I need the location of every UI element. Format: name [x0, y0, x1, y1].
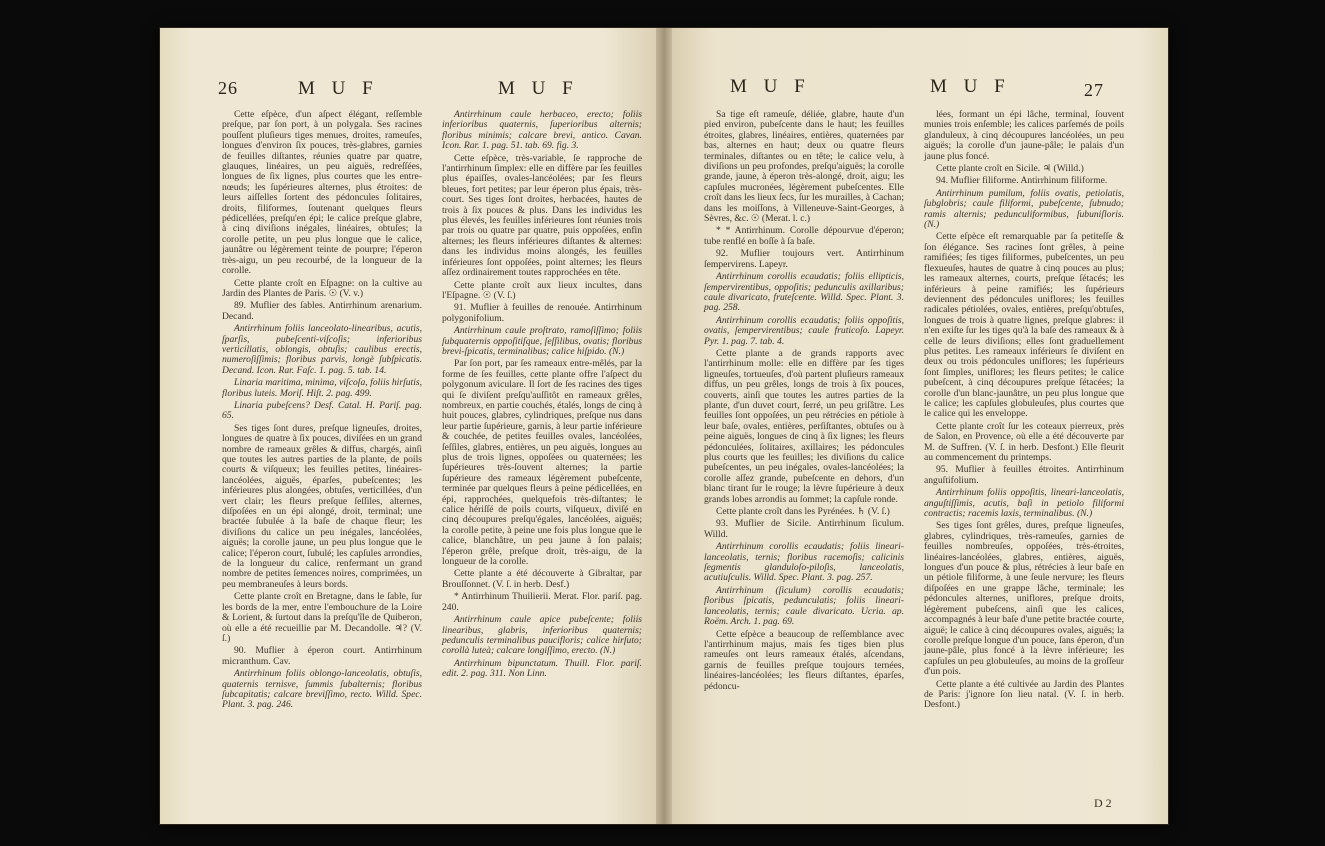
text-paragraph: Linaria maritima, minima, viſcoſa, foliis hirſutis, floribus luteis. Moriſ. Hiſt. 2. pag. 499. — [222, 377, 422, 399]
text-paragraph: Cette eſpèce a beaucoup de reſſemblance avec l'antirrhinum majus, mais ſes tiges bien plus rameuſes ont leurs rameaux étalés, aſcendans, garnis de feuilles preſque toujours ternées, linéaires-lancéolées; les fleurs diſtantes, éparſes, pédoncu- — [704, 628, 904, 692]
text-paragraph: Cette plante a été découverte à Gibraltar, par Brouſſonnet. (V. ſ. in herb. Desf.) — [442, 568, 642, 590]
text-paragraph: 89. Muflier des ſables. Antirrhinum arenarium. Decand. — [222, 300, 422, 322]
text-paragraph: Ses tiges ſont grêles, dures, preſque ligneuſes, glabres, cylindriques, très-rameuſes, garnies de feuilles nombreuſes, oppoſées, très-étroites, linéaires-lancéolées, glabres, entières, aiguës, longues d'un pouce & plus, rétrécies à leur baſe en un pétiole filiforme, à une ſeule nervure; les fleurs diſpoſées en une grappe lâche, terminale; les pédoncules alternes, uniflores, preſque droits, légèrement pubeſcens, ainſi que les calices, accompagnés à leur baſe d'une petite bractée courte, aiguë; le calice à cinq découpures ovales, aiguës; la corolle preſque longue d'un pouce, ſans éperon, d'un jaune-pâle, plus foncé à la lèvre inférieure; les capſules un peu globuleuſes, au moins de la groſſeur d'un pois. — [924, 520, 1124, 678]
text-paragraph: Cette eſpèce, d'un aſpect élégant, reſſemble preſque, par ſon port, à un polygala. Ses racines pouſſent pluſieurs tiges menues, droites, rameuſes, longues d'environ ſix pouces, très-glabres, garnies de feuilles diſtantes, réunies quatre par quatre, glauques, linéaires, un peu aiguës, redreſſées, longues de ſix lignes, plus courtes que les entre-nœuds; les ſupérieures alternes, plus étroites: de leurs aiſſelles ſortent des pédoncules ſolitaires, droits, filiformes, ſoutenant quelques fleurs pédicellées, preſqu'en épi; le calice preſque glabre, à cinq diviſions inégales, linéaires, obtuſes; la corolle petite, un peu plus longue que le calice, jaunâtre ou légèrement teinte de pourpre; l'éperon très-aigu, un peu recourbé, de la longueur de la corolle. — [222, 109, 422, 277]
text-paragraph: Antirrhinum corollis ecaudatis; foliis ellipticis, ſempervirentibus, oppoſitis; pedunculis axillaribus; caule divaricato, fruteſcente. Willd. Spec. Plant. 3. pag. 258. — [704, 271, 904, 314]
text-paragraph: lées, formant un épi lâche, terminal, ſouvent munies trois enſemble; les calices parſemés de poils glanduleux, à cinq découpures lancéolées, un peu aiguës; la corolle d'un jaune-pâle; le palais d'un jaune plus foncé. — [924, 109, 1124, 162]
open-book — [160, 28, 1168, 824]
book-gutter — [656, 28, 672, 824]
text-paragraph: Cette plante croît en Sicile. ♃ (Willd.) — [936, 163, 1084, 175]
page-number: 26 — [218, 78, 238, 98]
signature-mark: D 2 — [1094, 796, 1112, 810]
text-paragraph: Cette plante croît aux lieux incultes, dans l'Eſpagne. ☉ (V. ſ.) — [442, 279, 642, 301]
text-paragraph: Antirrhinum foliis oblongo-lanceolatis, obtuſis, quaternis ternisve, ſummis ſubalternis; floribus ſubcapitatis; calcare breviſſimo, recto. Willd. Spec. Plant. 3. pag. 246. — [222, 668, 422, 711]
text-paragraph: Antirrhinum caule apice pubeſcente; foliis linearibus, glabris, inferioribus quaternis; pedunculis terminalibus paucifloris; calice hirſuto; corollà luteà; calcare longiſſimo, erecto. (N.) — [442, 614, 642, 657]
text-paragraph: Antirrhinum pumilum, foliis ovatis, petiolatis, ſubglobris; caule filiformi, pubeſcente, ſubnudo; ramis alternis; pedunculiformibus, ſubuniſloris. (N.) — [924, 187, 1124, 231]
left-page — [160, 28, 664, 824]
right-page — [664, 28, 1168, 824]
text-paragraph: Par ſon port, par ſes rameaux entre-mêlés, par la forme de ſes feuilles, cette plante offre l'aſpect du polygonum aviculare. Il ſort de ſes racines des tiges qui ſe diviſent preſqu'auſſitôt en rameaux grêles, nombreux, en partie couchés, étalés, longs de cinq à huit pouces, glabres, cylindriques, preſque nus dans leur partie ſupérieure, garnis, à leur partie inférieure & couchée, de petites feuilles ovales, lancéolées, ſeſſiles, glabres, entières, un peu aiguës, longues au plus de trois lignes, oppoſées ou quaternées; les ſupérieures très-ſouvent alternes; la partie ſupérieure des rameaux légèrement pubeſcente, terminée par quelques fleurs à peine pédicellées, en épi, rapprochées, quelquefois très-diſtantes; le calice hériſſé de poils courts, viſqueux, diviſé en cinq découpures preſqu'égales, lancéolées, aiguës; la corolle petite, à peine une fois plus longue que le calice, blanchâtre, un peu jaune à ſon palais; l'éperon grêle, preſque droit, très-aigu, de la longueur de la corolle. — [442, 358, 642, 568]
text-paragraph: Cette plante croît en Bretagne, dans le ſable, ſur les bords de la mer, entre l'embouchure de la Loire & Lorient, & ſurtout dans la preſqu'île de Quiberon, où elle a été recueillie par M. Decandolle. ♃? (V. ſ.) — [222, 591, 422, 644]
text-paragraph: Antirrhinum corollis ecaudatis; foliis lineari-lanceolatis, ternis; floribus racemoſis; calicinis ſegmentis glanduloſo-piloſis, lanceolatis, acutiuſculis. Willd. Spec. Plant. 3. pag. 257. — [704, 541, 904, 584]
text-paragraph: Antirrhinum bipunctatum. Thuill. Flor. pariſ. edit. 2. pag. 311. Non Linn. — [442, 657, 642, 680]
text-column — [222, 110, 422, 713]
text-paragraph: Antirrhinum caule proſtrato, ramoſiſſimo; foliis ſubquaternis oppoſitiſque, ſeſſilibus, ovatis; floribus brevi-ſpicatis, terminalibus; calice hiſpido. (N.) — [442, 325, 642, 357]
text-paragraph: 95. Muflier à feuilles étroites. Antirrhinum anguſtifolium. — [924, 464, 1124, 486]
text-paragraph: * * Antirrhinum. Corolle dépourvue d'éperon; tube renflé en boſſe à ſa baſe. — [704, 225, 904, 247]
text-column — [924, 110, 1124, 713]
text-paragraph: Antirrhinum foliis oppoſitis, lineari-lanceolatis, anguſtiſſimis, acutis, baſi in petiolo filiformi contractis; racemis laxis, terminalibus. (N.) — [924, 487, 1124, 520]
text-paragraph: Cette eſpèce, très-variable, ſe rapproche de l'antirrhinum ſimplex: elle en diffère par ſes feuilles plus épaiſſes, ovales-lancéolées; par ſes fleurs bleues, fort petites; par leur éperon plus épais, très-court. Ses tiges ſont droites, herbacées, hautes de trois à ſix pouces & plus. Dans les individus les plus élevés, les feuilles inférieures ſont réunies trois par trois ou quatre par quatre, puis oppoſées, enfin alternes; les fleurs inférieures diſtantes & alternes: dans les individus moins alongés, les feuilles inférieures ſont oppoſées, point alternes; les fleurs aſſez ordinairement toutes rapprochées en tête. — [442, 152, 642, 279]
text-paragraph: Antirrhinum corollis ecaudatis; foliis oppoſitis, ovatis, ſempervirentibus; caule fruticoſo. Lapeyr. Pyr. 1. pag. 7. tab. 4. — [704, 314, 904, 347]
running-head: M U F — [498, 78, 579, 99]
text-paragraph: Ses tiges ſont dures, preſque ligneuſes, droites, longues de quatre à ſix pouces, diviſées en un grand nombre de rameaux grêles & diffus, chargés, ainſi que toutes les autres parties de la plante, de poils courts & viſqueux; les feuilles petites, linéaires-lancéolées, aiguës, éparſes, pubeſcentes; les inférieures plus alongées, obtuſes, verticillées, d'un vert clair; les fleurs preſque ſeſſiles, alternes, diſpoſées en un épi alongé, droit, terminal; une bractée ſubulée à la baſe de chaque fleur; les diviſions du calice un peu inégales, lancéolées, aiguës; la corolle jaune, un peu plus longue que le calice; l'éperon court, ſubulé; les capſules arrondies, de la longueur du calice, renfermant un grand nombre de petites ſemences noires, comprimées, un peu membraneuſes à leurs bords. — [222, 422, 422, 590]
text-paragraph: Cette plante croît ſur les coteaux pierreux, près de Salon, en Provence, où elle a été découverte par M. de Suffren. (V. ſ. in herb. Desfont.) Elle fleurit au commencement du printemps. — [924, 420, 1124, 463]
text-paragraph: * Antirrhinum Thuilierii. Merat. Flor. pariſ. pag. 240. — [442, 591, 642, 613]
running-head: M U F — [730, 76, 811, 97]
text-paragraph: 94. Muflier filiforme. Antirrhinum filiforme. — [936, 175, 1108, 187]
text-column — [704, 110, 904, 694]
text-paragraph: Cette plante croît en Eſpagne: on la cultive au Jardin des Plantes de Paris. ☉ (V. v.) — [222, 277, 422, 299]
text-paragraph: 90. Muflier à éperon court. Antirrhinum micranthum. Cav. — [222, 645, 422, 667]
text-paragraph: 93. Muflier de Sicile. Antirrhinum ſiculum. Willd. — [704, 518, 904, 540]
text-paragraph: Cette plante croît dans les Pyrénées. ♄ (V. ſ.) — [716, 506, 890, 518]
page-number: 27 — [1084, 80, 1104, 100]
text-paragraph: Antirrhinum (ſiculum) corollis ecaudatis; floribus ſpicatis, pedunculatis; foliis lineari-lanceolatis, ternis; caule divaricato. Ucria. ap. Roëm. Arch. 1. pag. 69. — [704, 584, 904, 628]
text-paragraph: Antirrhinum caule herbaceo, erecto; foliis inferioribus quaternis, ſuperioribus alternis; floribus minimis; calcare brevi, antico. Cavan. Icon. Rar. 1. pag. 51. tab. 69. fig. 3. — [442, 109, 642, 152]
left-page-header — [160, 78, 664, 108]
text-paragraph: 92. Muflier toujours vert. Antirrhinum ſempervirens. Lapeyr. — [704, 248, 904, 270]
text-column — [442, 110, 642, 682]
text-paragraph: Cette plante a été cultivée au Jardin des Plantes de Paris: j'ignore ſon lieu natal. (V. ſ. in herb. Desfont.) — [924, 678, 1124, 711]
text-paragraph: Cette plante a de grands rapports avec l'antirrhinum molle: elle en diffère par ſes tiges ligneuſes, tortueuſes, d'où partent pluſieurs rameaux diffus, un peu grêles, longs de trois à ſix pouces, couverts, ainſi que toutes les autres parties de la plante, d'un duvet court, ſerré, un peu griſâtre. Les feuilles ſont oppoſées, un peu rétrécies en pétiole à leur baſe, ovales, entières, perſiſtantes, obtuſes ou à peine aiguës, longues de cinq à ſix lignes; les fleurs pédonculées, ſolitaires, axillaires; les pédoncules plus courts que les feuilles; les diviſions du calice pubeſcentes, un peu inégales, ovales-lancéolées; la corolle aſſez grande, pubeſcente en dehors, d'un blanc tirant ſur le rouge; la lèvre ſupérieure à deux grands lobes arrondis au ſommet; la capſule ronde. — [704, 347, 904, 505]
running-head: M U F — [298, 78, 379, 99]
text-paragraph: Antirrhinum foliis lanceolato-linearibus, acutis, ſparſis, pubeſcenti-viſcoſis; inferioribus verticillatis, oblongis, obtuſis; caulibus erectis, numeroſiſſimis; floribus parvis, longè ſubſpicatis. Decand. Icon. Rar. Faſc. 1. pag. 5. tab. 14. — [222, 323, 422, 376]
text-paragraph: 91. Muflier à feuilles de renouée. Antirrhinum polygonifolium. — [442, 302, 642, 324]
right-page-header — [664, 78, 1168, 108]
text-paragraph: Sa tige eſt rameuſe, déliée, glabre, haute d'un pied environ, pubeſcente dans le haut; les feuilles étroites, glabres, linéaires, entières, quaternées par bas, alternes en haut; deux ou quatre fleurs terminales, diſtantes ou en tête; le calice velu, à diviſions un peu profondes, preſqu'aiguës; la corolle grande, jaune, à éperon très-alongé, droit, aigu; les capſules mucronées, légèrement pubeſcentes. Elle croît dans les lieux ſecs, ſur les murailles, à Cachan; dans les moiſſons, à Villeneuve-Saint-Georges, à Sèvres, &c. ☉ (Merat. l. c.) — [704, 109, 904, 225]
running-head: M U F — [930, 76, 1011, 97]
text-paragraph: Linaria pubeſcens? Desf. Catal. H. Pariſ. pag. 65. — [222, 399, 422, 422]
text-paragraph: Cette eſpèce eſt remarquable par ſa petiteſſe & ſon élégance. Ses racines ſont grêles, à peine ramifiées; ſes tiges filiformes, pubeſcentes, un peu flexueuſes, hautes de quatre à cinq pouces au plus; les rameaux alternes, courts, preſque ſétacés; les inférieurs à peine ramifiés; les ſupérieurs deviennent des pédoncules uniflores; les feuilles radicales pétiolées, ovales, entières, preſqu'obtuſes, longues de trois à quatre lignes, preſque glabres: il n'en exiſte ſur les tiges qu'à la baſe des rameaux & à celle de leurs diviſions; elles ſont graduellement plus petites. Les rameaux inférieurs ſe diviſent en deux ou trois pédoncules uniflores; les ſupérieurs ſont ſimples, uniflores; les fleurs petites; le calice pubeſcent, à cinq découpures preſque ſétacées; la corolle d'un blanc-jaunâtre, un peu plus longue que le calice; les capſules globuleuſes, plus courtes que le calice qui les enveloppe. — [924, 231, 1124, 420]
